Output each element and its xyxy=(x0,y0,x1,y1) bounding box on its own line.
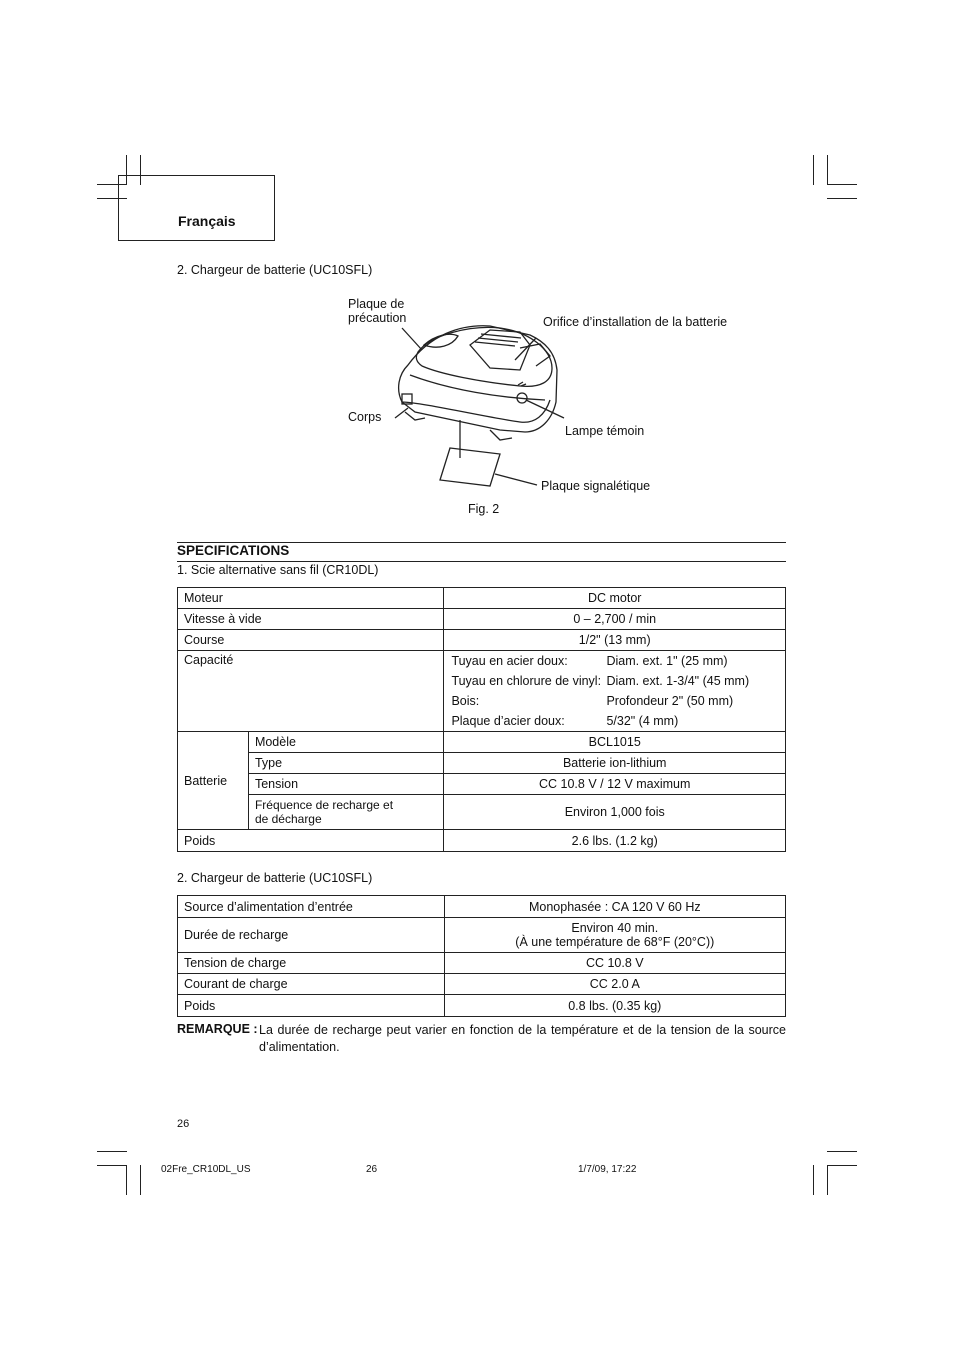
duree-line1: Environ 40 min. xyxy=(571,921,659,935)
row-label: Moteur xyxy=(178,588,444,609)
crop-mark xyxy=(827,184,857,185)
label-lampe: Lampe témoin xyxy=(565,424,645,438)
row-label: Tension de charge xyxy=(178,953,445,974)
specifications-heading: SPECIFICATIONS xyxy=(177,543,290,558)
freq-label-line1: Fréquence de recharge et xyxy=(254,798,394,812)
row-value xyxy=(444,918,785,953)
label-plaque-signal: Plaque signalétique xyxy=(541,479,651,493)
row-value: DC motor xyxy=(444,588,786,609)
row-value: 0.8 lbs. (0.35 kg) xyxy=(444,995,785,1017)
language-tab-box xyxy=(118,175,275,241)
crop-mark xyxy=(126,1165,127,1195)
page-number: 26 xyxy=(177,1118,190,1130)
language-label: Français xyxy=(178,213,236,229)
row-label: Capacité xyxy=(178,651,444,732)
capacity-value: 5/32" (4 mm) xyxy=(606,714,679,728)
row-label: Modèle xyxy=(248,732,444,753)
row-label: Tension xyxy=(248,774,444,795)
row-value: 0 – 2,700 / min xyxy=(444,609,786,630)
capacity-cell xyxy=(444,651,786,732)
crop-mark xyxy=(827,155,828,185)
battery-group-label: Batterie xyxy=(178,732,249,830)
row-label: Courant de charge xyxy=(178,974,445,995)
capacity-material: Plaque d’acier doux: xyxy=(451,714,565,728)
crop-mark xyxy=(827,1165,857,1166)
row-label: Type xyxy=(248,753,444,774)
freq-label-line2: de décharge xyxy=(254,812,322,826)
capacity-material: Bois: xyxy=(451,694,480,708)
crop-mark xyxy=(827,1165,828,1195)
figure-caption: Fig. 2 xyxy=(468,502,500,516)
row-label: Poids xyxy=(178,995,445,1017)
footer-file: 02Fre_CR10DL_US xyxy=(161,1164,251,1175)
footer-page: 26 xyxy=(366,1164,378,1175)
crop-mark xyxy=(827,198,857,199)
crop-mark xyxy=(140,1165,141,1195)
row-value: Batterie ion-lithium xyxy=(444,753,786,774)
row-value: 2.6 lbs. (1.2 kg) xyxy=(444,830,786,852)
row-value: CC 10.8 V xyxy=(444,953,785,974)
row-label: Durée de recharge xyxy=(178,918,445,953)
row-value: CC 10.8 V / 12 V maximum xyxy=(444,774,786,795)
capacity-material: Tuyau en chlorure de vinyl: xyxy=(451,674,602,688)
row-label: Vitesse à vide xyxy=(178,609,444,630)
footer-date: 1/7/09, 17:22 xyxy=(578,1164,637,1175)
capacity-material: Tuyau en acier doux: xyxy=(451,654,568,668)
note-text: La durée de recharge peut varier en fonction de la température et de la tension de la source d’alimentation. xyxy=(259,1023,786,1054)
crop-mark xyxy=(97,1151,127,1152)
capacity-value: Profondeur 2" (50 mm) xyxy=(606,694,734,708)
crop-mark xyxy=(813,155,814,185)
figure-intro: 2. Chargeur de batterie (UC10SFL) xyxy=(177,263,373,277)
row-label xyxy=(248,795,444,830)
spec-table-saw xyxy=(177,587,786,852)
duree-line2: (À une température de 68°F (20°C)) xyxy=(515,935,715,949)
row-value: Environ 1,000 fois xyxy=(444,795,786,830)
label-corps: Corps xyxy=(348,410,382,424)
table2-title: 2. Chargeur de batterie (UC10SFL) xyxy=(177,871,373,885)
note-label: REMARQUE : xyxy=(177,1022,258,1036)
row-label: Source d’alimentation d’entrée xyxy=(178,896,445,918)
label-plaque-precaution-2: précaution xyxy=(348,311,407,325)
section-rule-bottom xyxy=(177,561,786,562)
table1-title: 1. Scie alternative sans fil (CR10DL) xyxy=(177,563,379,577)
label-orifice: Orifice d’installation de la batterie xyxy=(543,315,728,329)
row-value: CC 2.0 A xyxy=(444,974,785,995)
label-plaque-precaution: Plaque de xyxy=(348,297,405,311)
row-value: Monophasée : CA 120 V 60 Hz xyxy=(444,896,785,918)
row-label: Course xyxy=(178,630,444,651)
crop-mark xyxy=(813,1165,814,1195)
row-label: Poids xyxy=(178,830,444,852)
capacity-value: Diam. ext. 1" (25 mm) xyxy=(606,654,728,668)
row-value: 1/2" (13 mm) xyxy=(444,630,786,651)
crop-mark xyxy=(827,1151,857,1152)
spec-table-charger xyxy=(177,895,786,1017)
capacity-value: Diam. ext. 1-3/4" (45 mm) xyxy=(606,674,750,688)
crop-mark xyxy=(97,1165,127,1166)
row-value: BCL1015 xyxy=(444,732,786,753)
